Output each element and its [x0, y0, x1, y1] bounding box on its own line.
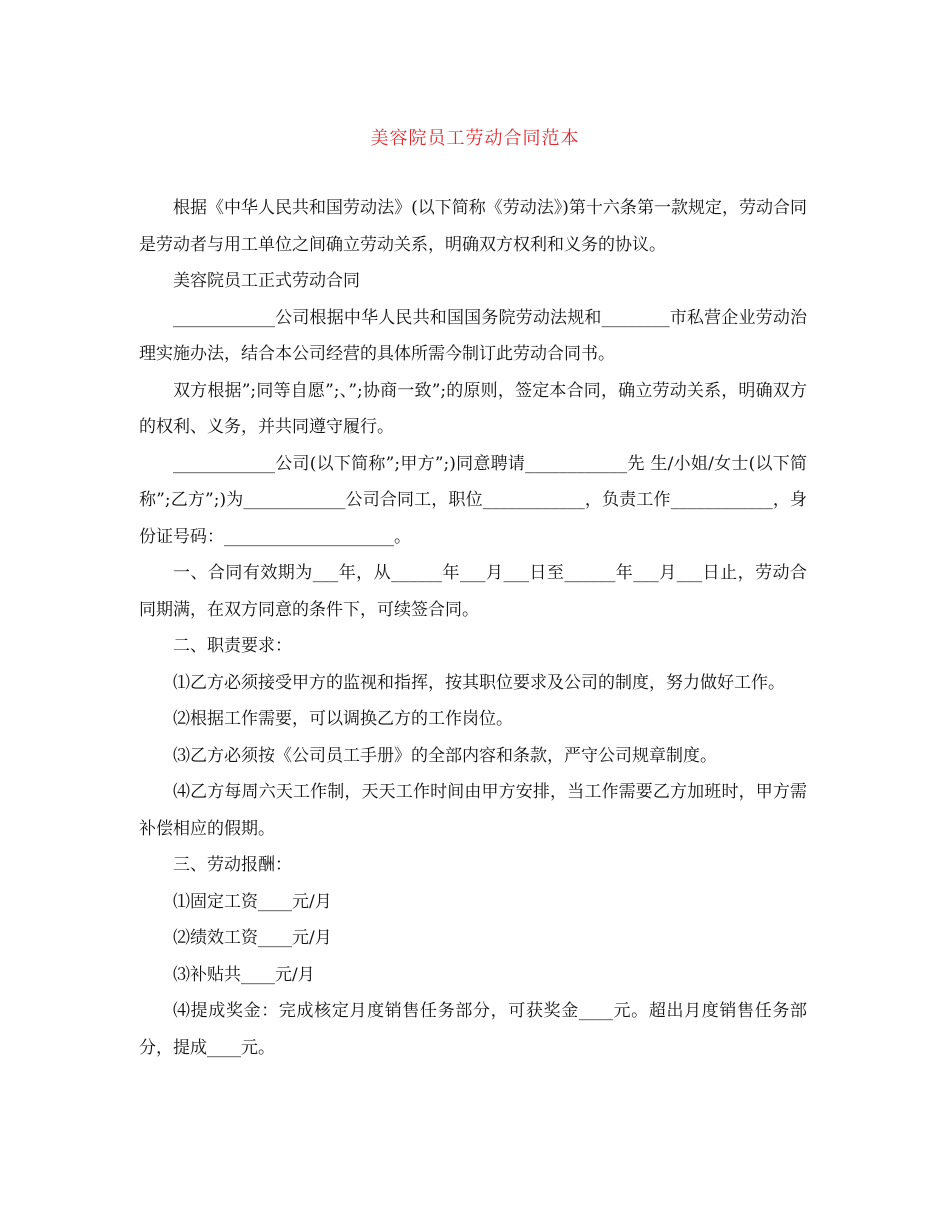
list-item-pay-3: ⑶补贴共____元/月: [173, 964, 315, 985]
paragraph-principles: 双方根据”;同等自愿”;、”;协商一致”;的原则，签定本合同，确立劳动关系，明确双方的权利、义务，并共同遵守履行。: [139, 380, 807, 437]
list-item-pay-1: ⑴固定工资____元/月: [173, 891, 332, 912]
paragraph-legal-basis: 根据《中华人民共和国劳动法》(以下简称《劳动法》)第十六条第一款规定，劳动合同是劳动者与用工单位之间确立劳动关系，明确双方权利和义务的协议。: [139, 198, 807, 255]
list-item-duty-3: ⑶乙方必须按《公司员工手册》的全部内容和条款，严守公司规章制度。: [173, 745, 717, 766]
list-item-duty-1: ⑴乙方必须接受甲方的监视和指挥，按其职位要求及公司的制度，努力做好工作。: [173, 672, 785, 693]
paragraph-parties: ____________公司(以下简称”;甲方”;)同意聘请____________先 生/小姐/女士(以下简称”;乙方”;)为____________公司合同工，职位____________，负责工作____________，身份证号码：____________________。: [139, 453, 807, 547]
list-item-duty-2: ⑵根据工作需要，可以调换乙方的工作岗位。: [173, 709, 513, 729]
document-body: [139, 190, 807, 1066]
paragraph-term: 一、合同有效期为___年，从______年___月___日至______年___月___日止，劳动合同期满，在双方同意的条件下，可续签合同。: [139, 563, 807, 620]
list-item-pay-2: ⑵绩效工资____元/月: [173, 928, 332, 948]
list-item-pay-4: ⑷提成奖金：完成核定月度销售任务部分，可获奖金____元。超出月度销售任务部分，提成____元。: [139, 1001, 807, 1058]
section-heading-duties: 二、职责要求：: [173, 636, 292, 656]
list-item-duty-4: ⑷乙方每周六天工作制，天天工作时间由甲方安排，当工作需要乙方加班时，甲方需补偿相应的假期。: [139, 782, 807, 839]
section-heading-pay: 三、劳动报酬：: [173, 855, 292, 875]
paragraph-company-intro: ____________公司根据中华人民共和国国务院劳动法规和________市私营企业劳动治理实施办法，结合本公司经营的具体所需今制订此劳动合同书。: [139, 307, 807, 364]
document-title: 美容院员工劳动合同范本: [370, 128, 580, 149]
paragraph-contract-heading: 美容院员工正式劳动合同: [173, 271, 360, 291]
